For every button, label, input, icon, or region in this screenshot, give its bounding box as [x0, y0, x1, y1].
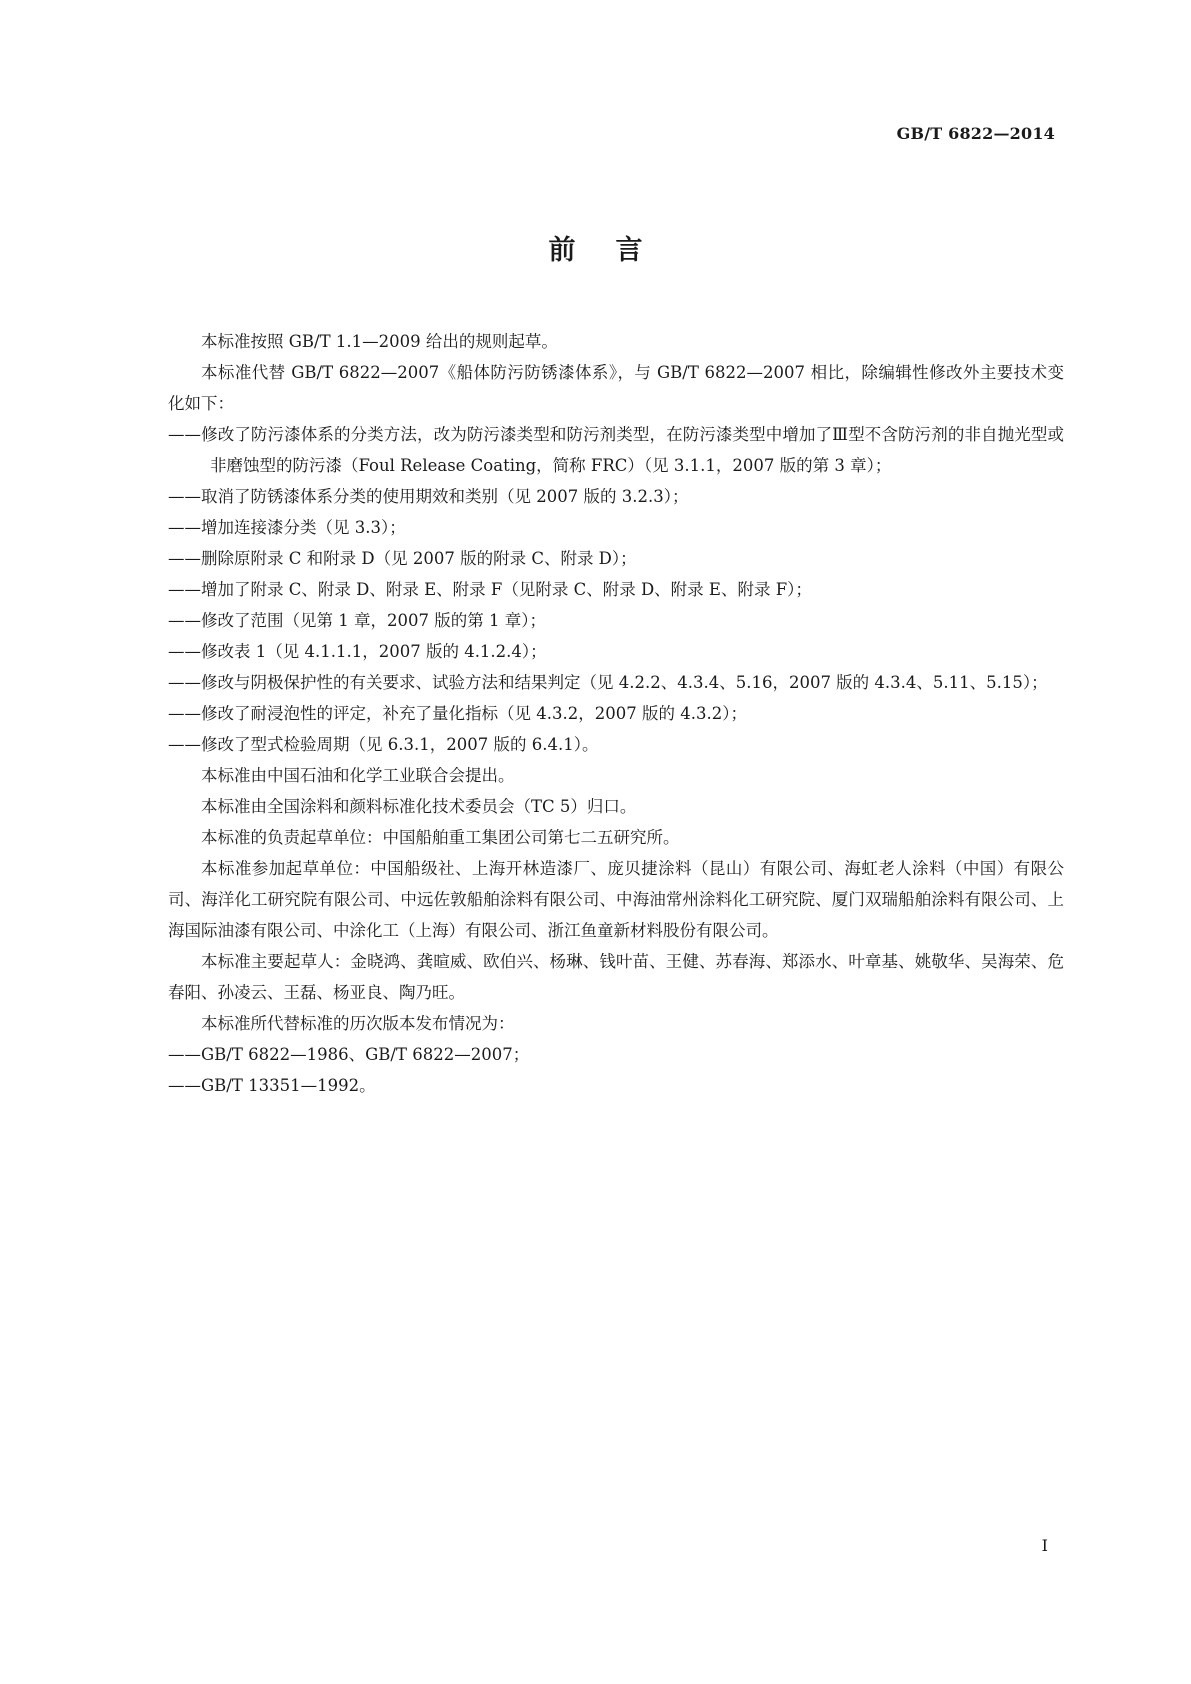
paragraph: 本标准的负责起草单位：中国船舶重工集团公司第七二五研究所。: [201, 828, 680, 847]
paragraph: 本标准由中国石油和化学工业联合会提出。: [201, 766, 515, 785]
page-title: 前言: [548, 235, 683, 266]
list-item: ——修改了型式检验周期（见 6.3.1，2007 版的 6.4.1）。: [168, 735, 599, 754]
paragraph: 本标准所代替标准的历次版本发布情况为：: [201, 1014, 515, 1033]
page-number: I: [1041, 1536, 1048, 1555]
list-item: ——增加了附录 C、附录 D、附录 E、附录 F（见附录 C、附录 D、附录 E、附录 F）；: [168, 580, 812, 599]
list-item: ——取消了防锈漆体系分类的使用期效和类别（见 2007 版的 3.2.3）；: [168, 487, 689, 506]
list-item: ——修改了耐浸泡性的评定，补充了量化指标（见 4.3.2，2007 版的 4.3.2）；: [168, 704, 747, 723]
standard-code: GB/T 6822—2014: [896, 124, 1055, 143]
list-item: ——增加连接漆分类（见 3.3）；: [168, 518, 406, 537]
paragraph: 本标准主要起草人：金晓鸿、龚暄威、欧伯兴、杨琳、钱叶苗、王健、苏春海、郑添水、叶章基、姚敬华、吴海荣、危春阳、孙凌云、王磊、杨亚良、陶乃旺。: [168, 952, 1064, 1002]
document-body: [168, 326, 1064, 1101]
list-item: ——修改表 1（见 4.1.1.1，2007 版的 4.1.2.4）；: [168, 642, 547, 661]
paragraph: 本标准代替 GB/T 6822—2007《船体防污防锈漆体系》，与 GB/T 6822—2007 相比，除编辑性修改外主要技术变化如下：: [168, 363, 1064, 413]
list-item: ——修改与阴极保护性的有关要求、试验方法和结果判定（见 4.2.2、4.3.4、5.16，2007 版的 4.3.4、5.11、5.15）；: [168, 673, 1048, 692]
paragraph: 本标准由全国涂料和颜料标准化技术委员会（TC 5）归口。: [201, 797, 637, 816]
list-item: ——修改了范围（见第 1 章，2007 版的第 1 章）；: [168, 611, 546, 630]
list-item: ——GB/T 6822—1986、GB/T 6822—2007；: [168, 1045, 530, 1064]
list-item: ——删除原附录 C 和附录 D（见 2007 版的附录 C、附录 D）；: [168, 549, 637, 568]
paragraph: 本标准参加起草单位：中国船级社、上海开林造漆厂、庞贝捷涂料（昆山）有限公司、海虹老人涂料（中国）有限公司、海洋化工研究院有限公司、中远佐敦船舶涂料有限公司、中海油常州涂料化工研究院、厦门双瑞船舶涂料有限公司、上海国际油漆有限公司、中涂化工（上海）有限公司、浙江鱼童新材料股份有限公司。: [168, 859, 1064, 940]
list-item: ——GB/T 13351—1992。: [168, 1076, 376, 1095]
paragraph: 本标准按照 GB/T 1.1—2009 给出的规则起草。: [201, 332, 558, 351]
list-item: ——修改了防污漆体系的分类方法，改为防污漆类型和防污剂类型，在防污漆类型中增加了Ⅲ型不含防污剂的非自抛光型或非磨蚀型的防污漆（Foul Release Coating，简称 FRC）（见 3.1.1，2007 版的第 3 章）；: [168, 425, 1064, 475]
